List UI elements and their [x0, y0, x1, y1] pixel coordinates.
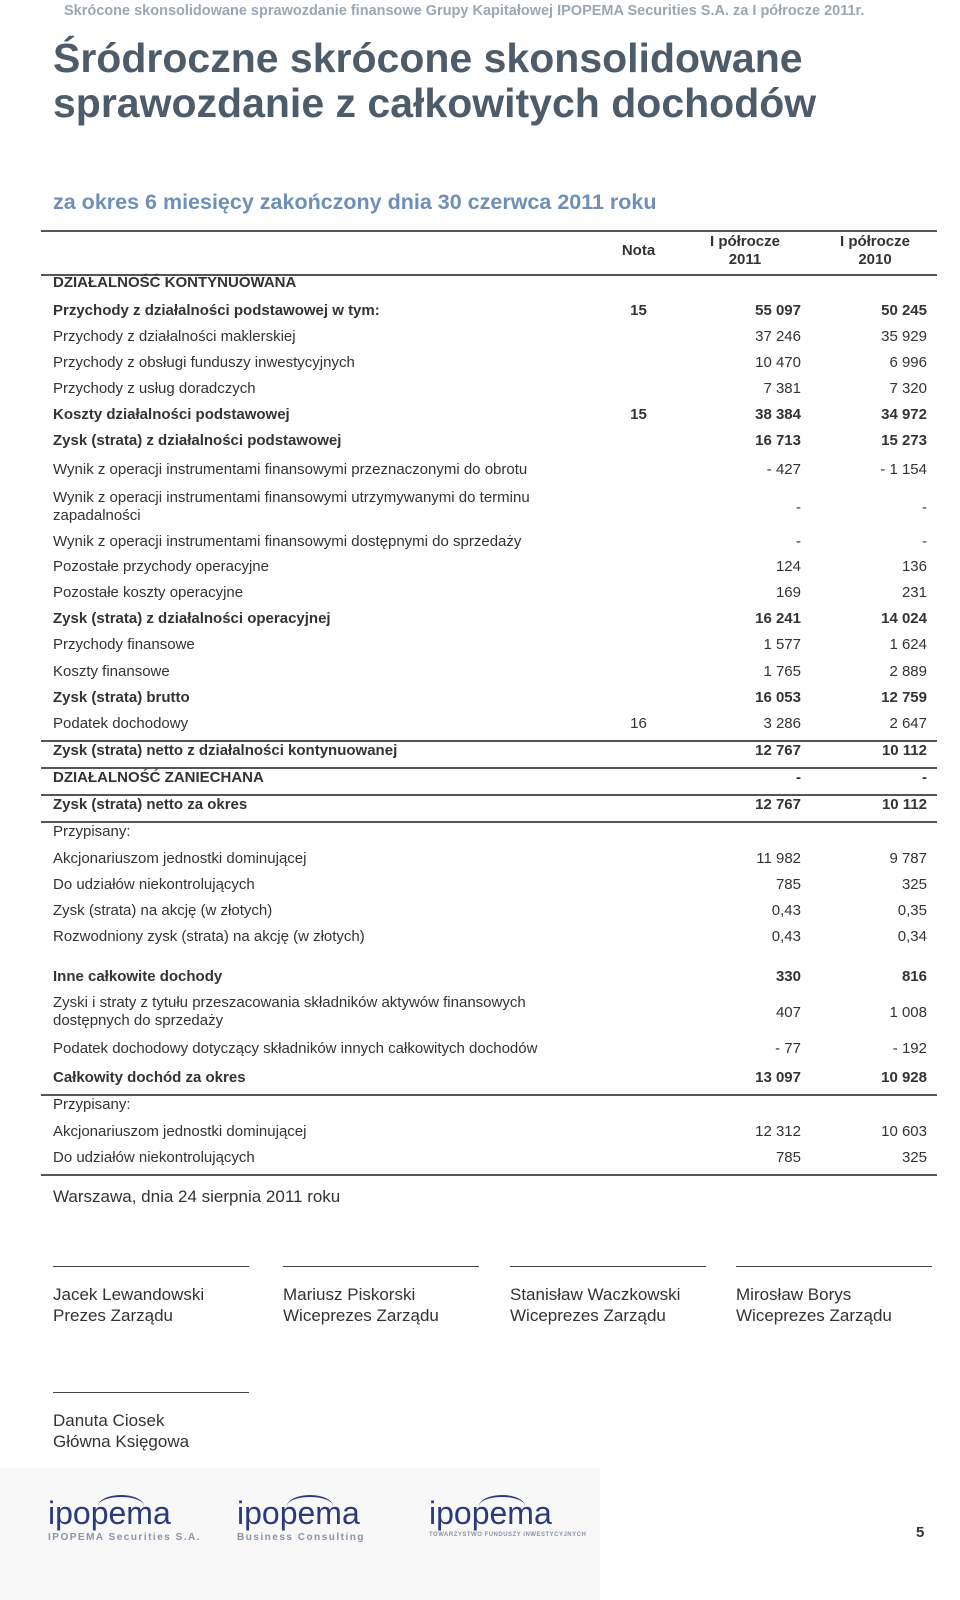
- logo-wordmark: ipopema: [237, 1495, 360, 1531]
- table-row: [41, 689, 937, 711]
- col-header-2011: I półrocze 2011: [709, 233, 780, 268]
- row-label: Zyski i straty z tytułu przeszacowania składników aktywów finansowych dostępnych do sprzedaży: [53, 994, 526, 1029]
- row-label: Inne całkowite dochody: [53, 968, 223, 985]
- table-row: [41, 928, 937, 950]
- table-row: [41, 328, 937, 350]
- ipopema-securities-logo: [48, 1495, 202, 1547]
- row-value-2011: 11 982: [756, 850, 801, 867]
- row-label: Koszty finansowe: [53, 663, 170, 680]
- row-label: Przychody z działalności podstawowej w tym:: [53, 302, 380, 319]
- signature-block: [736, 1266, 932, 1326]
- table-row: [41, 461, 937, 483]
- row-value-2011: 0,43: [771, 928, 801, 945]
- row-value-2010: -: [922, 769, 927, 786]
- row-value-2011: - 427: [766, 461, 801, 478]
- row-value-2010: 15 273: [881, 432, 927, 449]
- row-label: Zysk (strata) netto za okres: [53, 796, 248, 813]
- row-value-2011: -: [796, 499, 801, 516]
- table-row: [41, 1123, 937, 1145]
- signature-line: [510, 1266, 706, 1267]
- table-row: [41, 1069, 937, 1096]
- signature-line: [53, 1392, 249, 1393]
- table-row: [41, 968, 937, 990]
- signature-line: [736, 1266, 932, 1267]
- row-value-2010: 7 320: [889, 380, 927, 397]
- table-row: [41, 1096, 937, 1118]
- row-label: Całkowity dochód za okres: [53, 1069, 246, 1086]
- row-value-2011: - 77: [775, 1040, 801, 1057]
- row-label: Zysk (strata) na akcję (w złotych): [53, 902, 273, 919]
- page-title: Śródroczne skrócone skonsolidowane sprawozdanie z całkowitych dochodów: [53, 35, 817, 126]
- row-value-2011: 37 246: [755, 328, 801, 345]
- row-value-2010: 34 972: [881, 406, 927, 423]
- logo-tagline: Business Consulting: [237, 1532, 365, 1543]
- signatory-role: Wiceprezes Zarządu: [510, 1306, 666, 1325]
- row-label: Akcjonariuszom jednostki dominującej: [53, 1123, 307, 1140]
- row-value-2010: 14 024: [881, 610, 927, 627]
- ipopema-business-consulting-logo: [237, 1497, 387, 1547]
- row-label: DZIAŁALNOŚĆ ZANIECHANA: [53, 769, 264, 786]
- table-row: [41, 823, 937, 845]
- table-row: [41, 663, 937, 685]
- row-value-2011: 12 312: [755, 1123, 801, 1140]
- row-value-2010: 6 996: [889, 354, 927, 371]
- row-value-2011: -: [796, 769, 801, 786]
- ipopema-tfi-logo: [429, 1495, 587, 1547]
- row-value-2011: 1 577: [763, 636, 801, 653]
- logo-tagline: TOWARZYSTWO FUNDUSZY INWESTYCYJNYCH: [429, 1532, 587, 1538]
- row-value-2011: 785: [775, 876, 801, 893]
- table-row: [41, 769, 937, 796]
- signatory-name: Stanisław Waczkowski: [510, 1285, 681, 1304]
- table-row: [41, 850, 937, 872]
- row-label: Przychody z działalności maklerskiej: [53, 328, 296, 345]
- row-value-2011: -: [796, 533, 801, 550]
- table-row: [41, 533, 937, 555]
- row-label: Zysk (strata) netto z działalności kontynuowanej: [53, 742, 398, 759]
- row-label: Do udziałów niekontrolujących: [53, 1149, 255, 1166]
- row-value-2010: 10 112: [881, 796, 927, 813]
- row-value-2010: 231: [901, 584, 927, 601]
- row-label: Przychody z usług doradczych: [53, 380, 256, 397]
- row-value-2011: 3 286: [763, 715, 801, 732]
- row-value-2010: 136: [901, 558, 927, 575]
- row-value-2010: 325: [901, 1149, 927, 1166]
- row-value-2011: 10 470: [755, 354, 801, 371]
- signature-line: [53, 1266, 249, 1267]
- signature-block: [53, 1266, 249, 1326]
- row-value-2010: 50 245: [881, 302, 927, 319]
- place-and-date: Warszawa, dnia 24 sierpnia 2011 roku: [53, 1187, 341, 1206]
- row-note: 15: [630, 406, 647, 423]
- row-value-2011: 330: [775, 968, 801, 985]
- row-value-2011: 1 765: [763, 663, 801, 680]
- row-value-2010: - 192: [892, 1040, 927, 1057]
- row-value-2010: 10 112: [881, 742, 927, 759]
- row-value-2011: 16 053: [755, 689, 801, 706]
- row-label: DZIAŁALNOŚĆ KONTYNUOWANA: [53, 274, 297, 291]
- table-row: [41, 380, 937, 402]
- row-label: Do udziałów niekontrolujących: [53, 876, 255, 893]
- table-row: [41, 876, 937, 898]
- table-row: [41, 902, 937, 924]
- table-row: [41, 636, 937, 658]
- logo-wordmark: ipopema: [48, 1495, 171, 1531]
- table-row: [41, 354, 937, 376]
- table-row: [41, 584, 937, 606]
- signature-block: [53, 1392, 249, 1452]
- table-row: [41, 742, 937, 769]
- row-label: Przypisany:: [53, 823, 131, 840]
- signatory-name: Jacek Lewandowski: [53, 1285, 205, 1304]
- row-label: Podatek dochodowy: [53, 715, 189, 732]
- table-row: [41, 274, 937, 298]
- row-value-2010: 1 008: [889, 1004, 927, 1021]
- signatory-name: Danuta Ciosek: [53, 1411, 165, 1430]
- signatory-role: Prezes Zarządu: [53, 1306, 173, 1325]
- row-value-2011: 12 767: [755, 742, 801, 759]
- signatory-role: Główna Księgowa: [53, 1432, 190, 1451]
- row-label: Rozwodniony zysk (strata) na akcję (w złotych): [53, 928, 365, 945]
- signature-block: [283, 1266, 479, 1326]
- signatory-name: Mirosław Borys: [736, 1285, 852, 1304]
- row-value-2010: - 1 154: [880, 461, 927, 478]
- row-value-2011: 407: [775, 1004, 801, 1021]
- col-header-note: Nota: [621, 242, 656, 259]
- table-row: [41, 1149, 937, 1176]
- row-label: Podatek dochodowy dotyczący składników innych całkowitych dochodów: [53, 1040, 538, 1057]
- row-note: 16: [630, 715, 647, 732]
- row-value-2010: 35 929: [881, 328, 927, 345]
- row-value-2011: 12 767: [755, 796, 801, 813]
- table-row: [41, 1040, 937, 1062]
- row-value-2011: 55 097: [755, 302, 801, 319]
- row-note: 15: [630, 302, 647, 319]
- row-label: Zysk (strata) brutto: [53, 689, 190, 706]
- row-value-2010: 12 759: [881, 689, 927, 706]
- row-value-2010: 10 603: [881, 1123, 927, 1140]
- table-row: [41, 796, 937, 823]
- running-header: Skrócone skonsolidowane sprawozdanie finansowe Grupy Kapitałowej IPOPEMA Securities S.A. za I półrocze 2011r.: [64, 3, 865, 19]
- logo-wordmark: ipopema: [429, 1495, 552, 1531]
- row-value-2010: 2 647: [889, 715, 927, 732]
- row-value-2010: 9 787: [889, 850, 927, 867]
- row-value-2010: 816: [901, 968, 927, 985]
- row-value-2010: -: [922, 533, 927, 550]
- signatory-name: Mariusz Piskorski: [283, 1285, 416, 1304]
- table-row: [41, 558, 937, 580]
- table-header: [41, 230, 937, 276]
- row-value-2011: 16 713: [755, 432, 801, 449]
- row-label: Zysk (strata) z działalności operacyjnej: [53, 610, 331, 627]
- row-label: Wynik z operacji instrumentami finansowymi utrzymywanymi do terminu zapadalności: [53, 489, 530, 524]
- row-label: Akcjonariuszom jednostki dominującej: [53, 850, 307, 867]
- row-label: Przychody finansowe: [53, 636, 195, 653]
- row-label: Pozostałe koszty operacyjne: [53, 584, 244, 601]
- row-value-2010: 325: [901, 876, 927, 893]
- row-value-2010: -: [922, 499, 927, 516]
- signature-block: [510, 1266, 706, 1326]
- period-subtitle: za okres 6 miesięcy zakończony dnia 30 czerwca 2011 roku: [53, 190, 657, 214]
- row-value-2011: 38 384: [755, 406, 801, 423]
- row-value-2010: 10 928: [881, 1069, 927, 1086]
- row-label: Koszty działalności podstawowej: [53, 406, 290, 423]
- row-value-2010: 0,34: [897, 928, 927, 945]
- row-value-2010: 1 624: [889, 636, 927, 653]
- row-value-2011: 7 381: [763, 380, 801, 397]
- signatory-role: Wiceprezes Zarządu: [736, 1306, 892, 1325]
- row-label: Wynik z operacji instrumentami finansowymi przeznaczonymi do obrotu: [53, 461, 528, 478]
- row-value-2011: 785: [775, 1149, 801, 1166]
- row-value-2010: 2 889: [889, 663, 927, 680]
- row-label: Przypisany:: [53, 1096, 131, 1113]
- row-label: Pozostałe przychody operacyjne: [53, 558, 269, 575]
- row-value-2011: 0,43: [771, 902, 801, 919]
- table-row: [41, 489, 937, 529]
- col-header-2010: I półrocze 2010: [839, 233, 910, 268]
- row-value-2011: 169: [775, 584, 801, 601]
- table-row: [41, 994, 937, 1034]
- row-value-2011: 13 097: [755, 1069, 801, 1086]
- row-value-2011: 16 241: [755, 610, 801, 627]
- row-label: Przychody z obsługi funduszy inwestycyjnych: [53, 354, 355, 371]
- signatory-role: Wiceprezes Zarządu: [283, 1306, 439, 1325]
- signature-line: [283, 1266, 479, 1267]
- table-row: [41, 302, 937, 324]
- row-label: Wynik z operacji instrumentami finansowymi dostępnymi do sprzedaży: [53, 533, 522, 550]
- table-row: [41, 610, 937, 632]
- row-value-2010: 0,35: [897, 902, 927, 919]
- table-row: [41, 406, 937, 428]
- page-number: 5: [916, 1524, 925, 1541]
- table-row: [41, 432, 937, 454]
- row-value-2011: 124: [775, 558, 801, 575]
- table-row: [41, 715, 937, 742]
- row-label: Zysk (strata) z działalności podstawowej: [53, 432, 342, 449]
- logo-tagline: IPOPEMA Securities S.A.: [48, 1532, 202, 1543]
